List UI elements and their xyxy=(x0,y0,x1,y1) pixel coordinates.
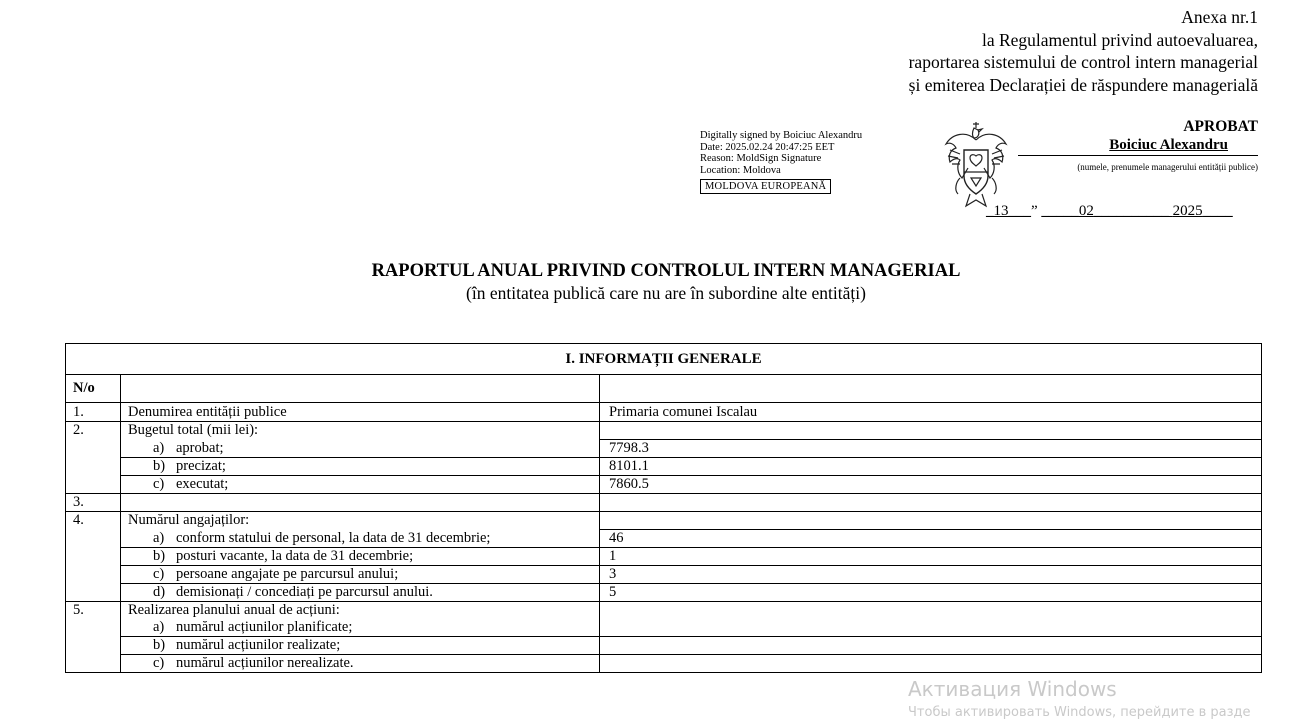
approval-quote: ” xyxy=(1031,203,1038,219)
approval-year: 2025 xyxy=(1172,203,1203,219)
approver-name: Boiciuc Alexandru xyxy=(1018,136,1258,156)
windows-activation-watermark xyxy=(908,676,1251,724)
row-value xyxy=(600,602,1262,637)
row-number: 3. xyxy=(66,494,121,512)
table-row xyxy=(66,458,1262,476)
row-letter: a) xyxy=(153,529,165,546)
row-letter: d) xyxy=(153,584,166,600)
row-value: Primaria comunei Iscalau xyxy=(600,403,1262,422)
row-letter: c) xyxy=(153,655,165,671)
signature-date: Date: 2025.02.24 20:47:25 EET xyxy=(700,141,835,153)
row-number: 4. xyxy=(66,512,121,602)
section-title: I. INFORMAȚII GENERALE xyxy=(66,344,1262,375)
row-label: conform statului de personal, la data de 31 decembrie; xyxy=(176,529,491,546)
row-label: posturi vacante, la data de 31 decembrie; xyxy=(176,548,414,564)
row-number: 1. xyxy=(66,403,121,422)
annex-header xyxy=(909,6,1258,96)
report-title: RAPORTUL ANUAL PRIVIND CONTROLUL INTERN MANAGERIAL xyxy=(371,261,961,281)
row-letter: b) xyxy=(153,548,166,564)
table-row xyxy=(66,655,1262,673)
row-sublabel xyxy=(121,458,600,476)
annex-line: la Regulamentul privind autoevaluarea, xyxy=(981,29,1258,50)
approval-month: 02 xyxy=(1078,203,1094,219)
row-sublabel xyxy=(121,584,600,602)
digital-signature[interactable] xyxy=(700,130,862,194)
table-row xyxy=(66,602,1262,620)
row-sublabel xyxy=(121,476,600,494)
row-label: demisionați / concediați pe parcursul anului. xyxy=(176,584,433,600)
table-row xyxy=(66,403,1262,422)
table-row xyxy=(66,566,1262,584)
row-value xyxy=(600,422,1262,440)
row-value xyxy=(600,655,1262,673)
table-row xyxy=(66,494,1262,512)
header-cell xyxy=(121,375,600,403)
table-row xyxy=(66,440,1262,458)
row-label: Realizarea planului anual de acțiuni: xyxy=(121,602,600,620)
row-label: persoane angajate pe parcursul anului; xyxy=(176,566,399,582)
row-label: executat; xyxy=(176,476,229,492)
header-cell xyxy=(600,375,1262,403)
row-value xyxy=(600,637,1262,655)
row-value xyxy=(600,512,1262,530)
row-label: numărul acțiunilor planificate; xyxy=(176,619,353,635)
row-label xyxy=(121,494,600,512)
row-value: 7860.5 xyxy=(600,476,1262,494)
row-number: 2. xyxy=(66,422,121,494)
report-heading xyxy=(0,260,1300,304)
row-label: Bugetul total (mii lei): xyxy=(121,422,600,440)
watermark-title: Активация Windows xyxy=(908,677,1117,701)
row-sublabel xyxy=(121,619,600,637)
table-row xyxy=(66,512,1262,530)
signature-signed-by: Digitally signed by Boiciuc Alexandru xyxy=(700,130,863,141)
annex-line: și emiterea Declarației de răspundere managerială xyxy=(908,74,1258,95)
general-info-table xyxy=(65,343,1262,673)
row-value: 5 xyxy=(600,584,1262,602)
table-row xyxy=(66,530,1262,548)
row-value: 1 xyxy=(600,548,1262,566)
nr-header: N/o xyxy=(66,375,121,403)
approval-block xyxy=(998,117,1258,173)
approval-label: APROBAT xyxy=(1183,118,1258,135)
row-letter: c) xyxy=(153,476,165,492)
row-number: 5. xyxy=(66,602,121,673)
row-sublabel xyxy=(121,637,600,655)
approval-date: _13___” _____02__________ 2025____ xyxy=(986,203,1233,219)
watermark-subtitle: Чтобы активировать Windows, перейдите в разде xyxy=(908,705,1251,720)
row-sublabel xyxy=(121,548,600,566)
table-row xyxy=(66,637,1262,655)
row-label: Numărul angajaților: xyxy=(121,512,600,530)
report-subtitle: (în entitatea publică care nu are în subordine alte entități) xyxy=(466,283,866,303)
row-label: numărul acțiunilor realizate; xyxy=(176,637,341,653)
row-label: aprobat; xyxy=(176,439,224,456)
annex-line: raportarea sistemului de control intern managerial xyxy=(908,52,1258,72)
table-row xyxy=(66,548,1262,566)
row-letter: a) xyxy=(153,439,165,456)
signature-location: Location: Moldova xyxy=(700,164,781,176)
row-sublabel xyxy=(121,530,600,548)
row-sublabel xyxy=(121,655,600,673)
annex-line: Anexa nr.1 xyxy=(1181,7,1258,27)
approval-day: 13 xyxy=(993,203,1009,219)
row-letter: c) xyxy=(153,566,165,582)
table-row xyxy=(66,422,1262,440)
signature-reason: Reason: MoldSign Signature xyxy=(700,153,822,164)
row-value: 46 xyxy=(600,530,1262,548)
row-value: 3 xyxy=(600,566,1262,584)
table-row xyxy=(66,584,1262,602)
row-letter: b) xyxy=(153,637,166,653)
signature-badge: MOLDOVA EUROPEANĂ xyxy=(700,179,831,194)
row-sublabel xyxy=(121,566,600,584)
row-sublabel xyxy=(121,440,600,458)
table-row xyxy=(66,476,1262,494)
row-label: numărul acțiunilor nerealizate. xyxy=(176,655,354,671)
row-value xyxy=(600,494,1262,512)
row-letter: b) xyxy=(153,458,166,474)
row-label: precizat; xyxy=(176,458,226,474)
row-letter: a) xyxy=(153,619,165,635)
approver-caption: (numele, prenumele managerului entității publice) xyxy=(1077,162,1258,172)
row-value: 8101.1 xyxy=(600,458,1262,476)
row-value: 7798.3 xyxy=(600,440,1262,458)
row-label: Denumirea entității publice xyxy=(121,403,600,422)
